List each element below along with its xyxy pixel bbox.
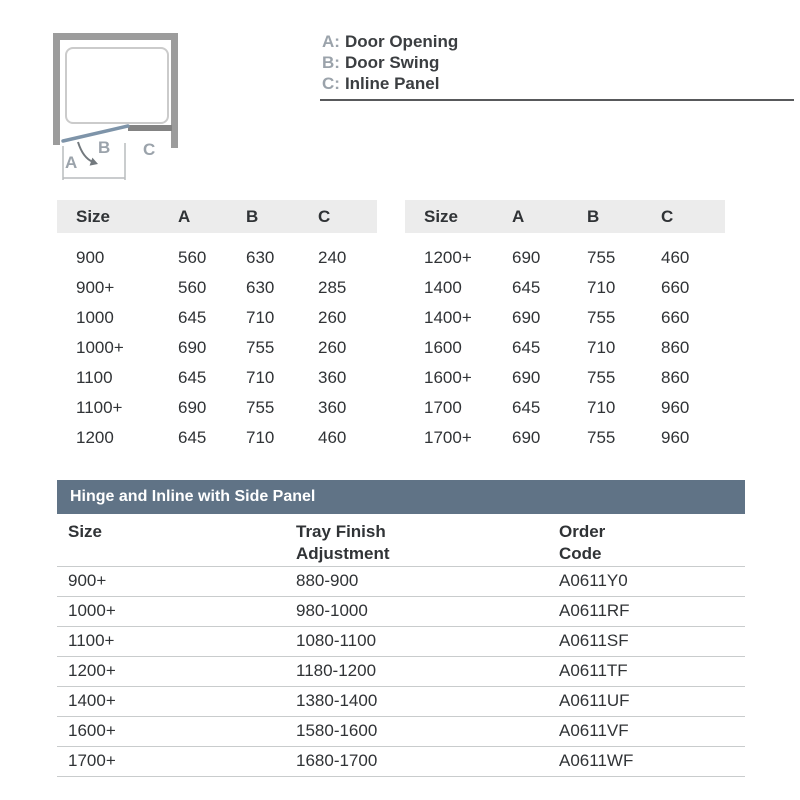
table-row — [57, 273, 377, 303]
a-cell: 690 — [512, 248, 541, 267]
b-cell: 630 — [246, 278, 275, 297]
column-header-c: C — [661, 200, 725, 233]
legend-divider — [320, 99, 794, 101]
table-row — [57, 596, 745, 626]
column-header-b: B — [587, 200, 661, 233]
b-cell: 755 — [587, 428, 616, 447]
size-cell: 1700+ — [424, 428, 472, 447]
column-header-tray-finish-adjustment — [296, 514, 559, 566]
legend-item-b — [322, 52, 458, 73]
door-swing-arrow — [78, 142, 93, 162]
column-header-order-code — [559, 514, 745, 566]
table-row — [57, 656, 745, 686]
table-row — [405, 243, 725, 273]
a-cell: 560 — [178, 248, 207, 267]
a-cell: 645 — [178, 368, 207, 387]
tray-finish-cell: 1380-1400 — [296, 691, 378, 710]
size-cell: 1200+ — [68, 661, 116, 680]
order-code-cell: A0611WF — [559, 751, 634, 770]
frame-left-bar — [53, 33, 60, 145]
tray-finish-cell: 880-900 — [296, 571, 359, 590]
column-header-line: Code — [559, 544, 602, 563]
table-header-row — [405, 200, 725, 233]
a-cell: 690 — [512, 428, 541, 447]
order-code-cell: A0611Y0 — [559, 571, 628, 590]
a-cell: 645 — [512, 278, 541, 297]
column-header-line: Order — [559, 522, 606, 541]
c-cell: 285 — [318, 278, 347, 297]
tray-finish-cell: 1680-1700 — [296, 751, 378, 770]
table-row — [57, 686, 745, 716]
a-cell: 690 — [512, 308, 541, 327]
a-cell: 645 — [512, 398, 541, 417]
order-code-cell: A0611UF — [559, 691, 630, 710]
table-row — [57, 243, 377, 273]
size-cell: 1000+ — [68, 601, 116, 620]
size-cell: 1200+ — [424, 248, 472, 267]
tray-finish-cell: 1080-1100 — [296, 631, 377, 650]
frame-right-bar — [171, 33, 178, 148]
b-cell: 630 — [246, 248, 275, 267]
diagram-label-c: C — [143, 140, 156, 159]
table-row — [57, 746, 745, 776]
legend-key: C: — [322, 74, 340, 93]
legend-label: Inline Panel — [344, 74, 440, 93]
size-cell: 1600+ — [424, 368, 472, 387]
c-cell: 660 — [661, 278, 690, 297]
door-line — [63, 126, 128, 141]
table-row — [57, 393, 377, 423]
table-header-row — [57, 514, 745, 566]
size-cell: 1000+ — [76, 338, 124, 357]
size-table-right — [405, 200, 725, 453]
a-cell: 645 — [178, 308, 207, 327]
b-cell: 710 — [246, 368, 275, 387]
a-cell: 690 — [178, 398, 207, 417]
spec-table — [57, 514, 745, 777]
order-code-cell: A0611VF — [559, 721, 629, 740]
c-cell: 460 — [318, 428, 347, 447]
c-cell: 260 — [318, 308, 347, 327]
size-cell: 1400 — [424, 278, 462, 297]
c-cell: 460 — [661, 248, 690, 267]
table-row — [405, 393, 725, 423]
size-cell: 1100 — [76, 368, 113, 387]
column-header-a: A — [178, 200, 246, 233]
size-cell: 1700+ — [68, 751, 116, 770]
size-cell: 1200 — [76, 428, 114, 447]
size-cell: 1700 — [424, 398, 462, 417]
spec-section-title-bar — [57, 480, 745, 514]
table-row — [405, 423, 725, 453]
column-header-line: Adjustment — [296, 544, 390, 563]
size-cell: 900+ — [76, 278, 115, 297]
a-cell: 645 — [512, 338, 541, 357]
table-row — [57, 333, 377, 363]
size-table-left — [57, 200, 377, 453]
column-header-b: B — [246, 200, 318, 233]
b-cell: 755 — [587, 308, 616, 327]
legend-key: B: — [322, 53, 340, 72]
legend-item-a — [322, 31, 458, 52]
table-row — [57, 363, 377, 393]
b-cell: 755 — [246, 398, 275, 417]
order-code-cell: A0611SF — [559, 631, 629, 650]
size-cell: 900 — [76, 248, 105, 267]
size-cell: 1600+ — [68, 721, 116, 740]
table-row — [57, 626, 745, 656]
column-header-line: Size — [68, 522, 103, 541]
tray-finish-cell: 1580-1600 — [296, 721, 378, 740]
frame-top-bar — [53, 33, 178, 40]
table-row — [405, 303, 725, 333]
table-row — [57, 423, 377, 453]
c-cell: 660 — [661, 308, 690, 327]
b-cell: 755 — [246, 338, 275, 357]
size-cell: 1400+ — [68, 691, 116, 710]
c-cell: 360 — [318, 398, 347, 417]
b-cell: 710 — [587, 338, 616, 357]
a-cell: 560 — [178, 278, 207, 297]
a-cell: 690 — [512, 368, 541, 387]
inline-panel-bar — [128, 125, 172, 131]
table-row — [57, 716, 745, 746]
enclosure-diagram — [45, 25, 205, 195]
table-header-row — [57, 200, 377, 233]
b-cell: 755 — [587, 368, 616, 387]
b-cell: 710 — [246, 428, 275, 447]
legend-label: Door Swing — [344, 53, 440, 72]
diagram-label-b: B — [98, 138, 111, 157]
column-header-size: Size — [57, 200, 178, 233]
size-cell: 1400+ — [424, 308, 472, 327]
c-cell: 240 — [318, 248, 347, 267]
c-cell: 260 — [318, 338, 347, 357]
column-header-line: Tray Finish — [296, 522, 386, 541]
c-cell: 860 — [661, 368, 690, 387]
shower-tray — [66, 48, 168, 123]
c-cell: 960 — [661, 398, 690, 417]
table-row — [57, 303, 377, 333]
spec-section-title: Hinge and Inline with Side Panel — [70, 488, 316, 505]
b-cell: 710 — [587, 398, 616, 417]
size-cell: 1600 — [424, 338, 462, 357]
order-code-cell: A0611RF — [559, 601, 630, 620]
diagram-label-a: A — [65, 153, 78, 172]
tray-finish-cell: 1180-1200 — [296, 661, 377, 680]
b-cell: 710 — [246, 308, 275, 327]
legend-key: A: — [322, 32, 340, 51]
b-cell: 755 — [587, 248, 616, 267]
c-cell: 960 — [661, 428, 690, 447]
legend — [322, 31, 458, 94]
a-cell: 690 — [178, 338, 207, 357]
size-cell: 1000 — [76, 308, 114, 327]
table-row — [405, 363, 725, 393]
legend-label: Door Opening — [344, 32, 459, 51]
table-row — [57, 566, 745, 596]
column-header-size: Size — [405, 200, 512, 233]
column-header-c: C — [318, 200, 377, 233]
a-cell: 645 — [178, 428, 207, 447]
table-row — [405, 273, 725, 303]
size-cell: 900+ — [68, 571, 107, 590]
table-row — [405, 333, 725, 363]
column-header-size — [57, 514, 296, 566]
legend-item-c — [322, 73, 458, 94]
column-header-a: A — [512, 200, 587, 233]
size-cell: 1100+ — [76, 398, 123, 417]
b-cell: 710 — [587, 278, 616, 297]
size-cell: 1100+ — [68, 631, 115, 650]
c-cell: 360 — [318, 368, 347, 387]
order-code-cell: A0611TF — [559, 661, 628, 680]
tray-finish-cell: 980-1000 — [296, 601, 368, 620]
c-cell: 860 — [661, 338, 690, 357]
